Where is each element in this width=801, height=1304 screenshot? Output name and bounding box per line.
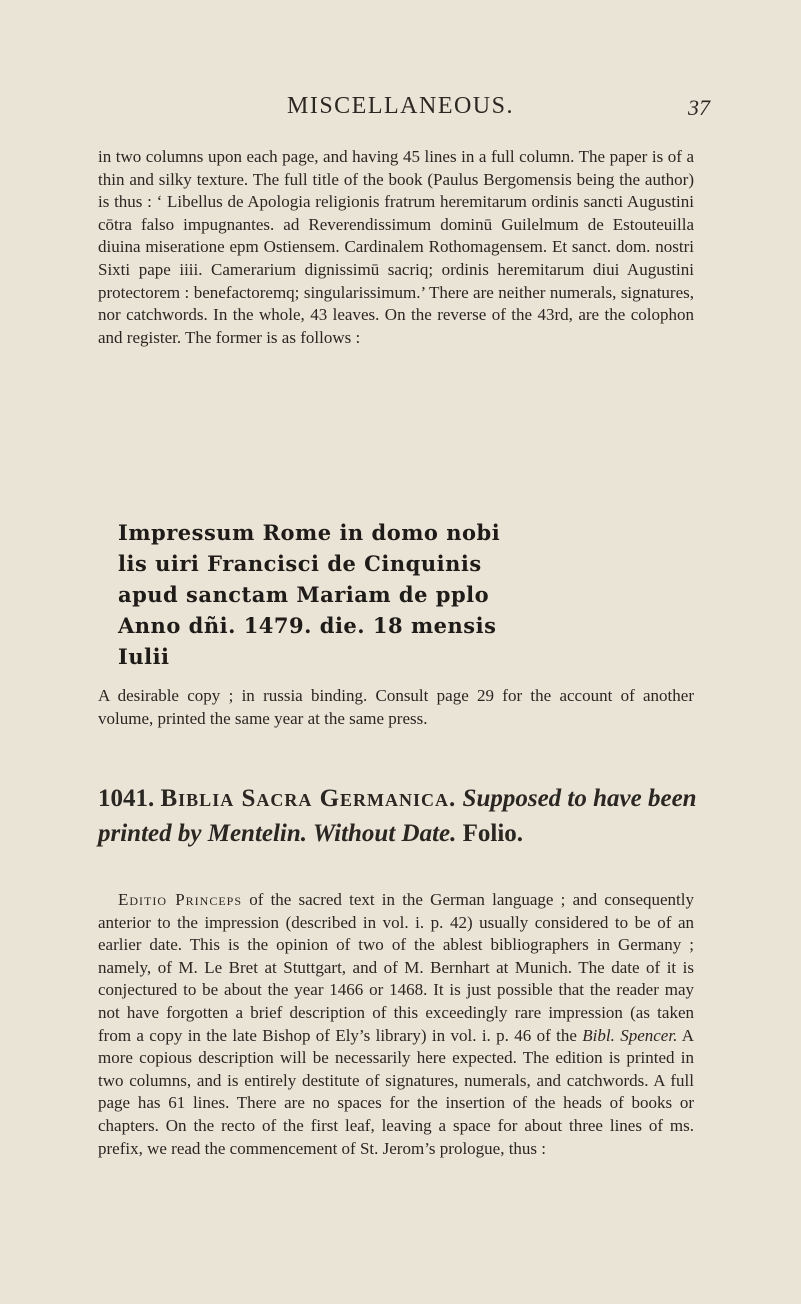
entry-title: Biblia Sacra Germanica.: [160, 785, 457, 812]
intro-text: in two columns upon each page, and having 45 lines in a full column. The paper is of a thin and silky texture. The full title of the book (Paulus Bergomensis being the author) is thus : ‘ Libellus de Apologia religionis fratrum heremitarum ordinis sancti Augustini cōtra falso impugnantes. ad Reverendissimum dominū Guilelmum de Estouteuilla diuina miseratione epm Ostiensem. Cardinalem Rothomagensem. Et sanct. dom. nostri Sixti pape iiii. Camerarium dignissimū sacriq; ordinis heremitarum diui Augustini protectorem : benefactoremq; singularissimum.’ There are neither numerals, signatures, nor catchwords. In the whole, 43 leaves. On the reverse of the 43rd, are the colophon and register. The former is as follows :: [98, 147, 694, 347]
entry-format: Folio.: [462, 820, 524, 847]
citation: Bibl. Spencer.: [582, 1025, 678, 1045]
colophon-line: lis uiri Francisci de Cinquinis: [118, 551, 482, 576]
entry-heading: [98, 781, 698, 851]
colophon-line: Iulii: [118, 644, 170, 669]
lead-words: Editio Princeps: [118, 890, 243, 909]
colophon-line: Anno dñi. 1479. die. 18 mensis: [118, 613, 497, 638]
entry-text: of the sacred text in the German language ; and consequently anterior to the impression (described in vol. i. p. 42) usually considered to be of an earlier date. This is the opinion of two of the ablest bibliographers in Germany ; namely, of M. Le Bret at Stuttgart, and of M. Bernhart at Munich. The date of it is conjectured to be about the year 1466 or 1468. It is just possible that the reader may not have forgotten a brief description of this exceedingly rare impression (as taken from a copy in the late Bishop of Ely’s library) in vol. i. p. 46 of the: [98, 890, 694, 1045]
after-colophon-paragraph: [98, 685, 694, 730]
after-colophon-text: A desirable copy ; in russia binding. Consult page 29 for the account of another volume, printed the same year at the same press.: [98, 686, 694, 728]
page-number: 37: [688, 95, 710, 120]
entry-description: [98, 889, 694, 1160]
page-header: [0, 93, 801, 123]
colophon-line: Impressum Rome in domo nobi: [118, 520, 501, 545]
colophon-block: [118, 517, 678, 672]
entry-text-end: A more copious description will be necessarily here expected. The edition is printed in two columns, and is entirely destitute of signatures, numerals, and catchwords. A full page has 61 lines. There are no spaces for the insertion of the heads of books or chapters. On the recto of the first leaf, leaving a space for about three lines of ms. prefix, we read the commencement of St. Jerom’s prologue, thus :: [98, 1025, 695, 1158]
colophon-line: apud sanctam Mariam de pplo: [118, 582, 490, 607]
intro-paragraph: [98, 146, 694, 349]
running-title: MISCELLANEOUS.: [286, 93, 514, 119]
entry-number: 1041.: [98, 785, 155, 812]
entry-note: Supposed to have been printed by Mentelin. Without Date.: [98, 785, 697, 847]
entry-paragraph: [98, 889, 694, 1160]
